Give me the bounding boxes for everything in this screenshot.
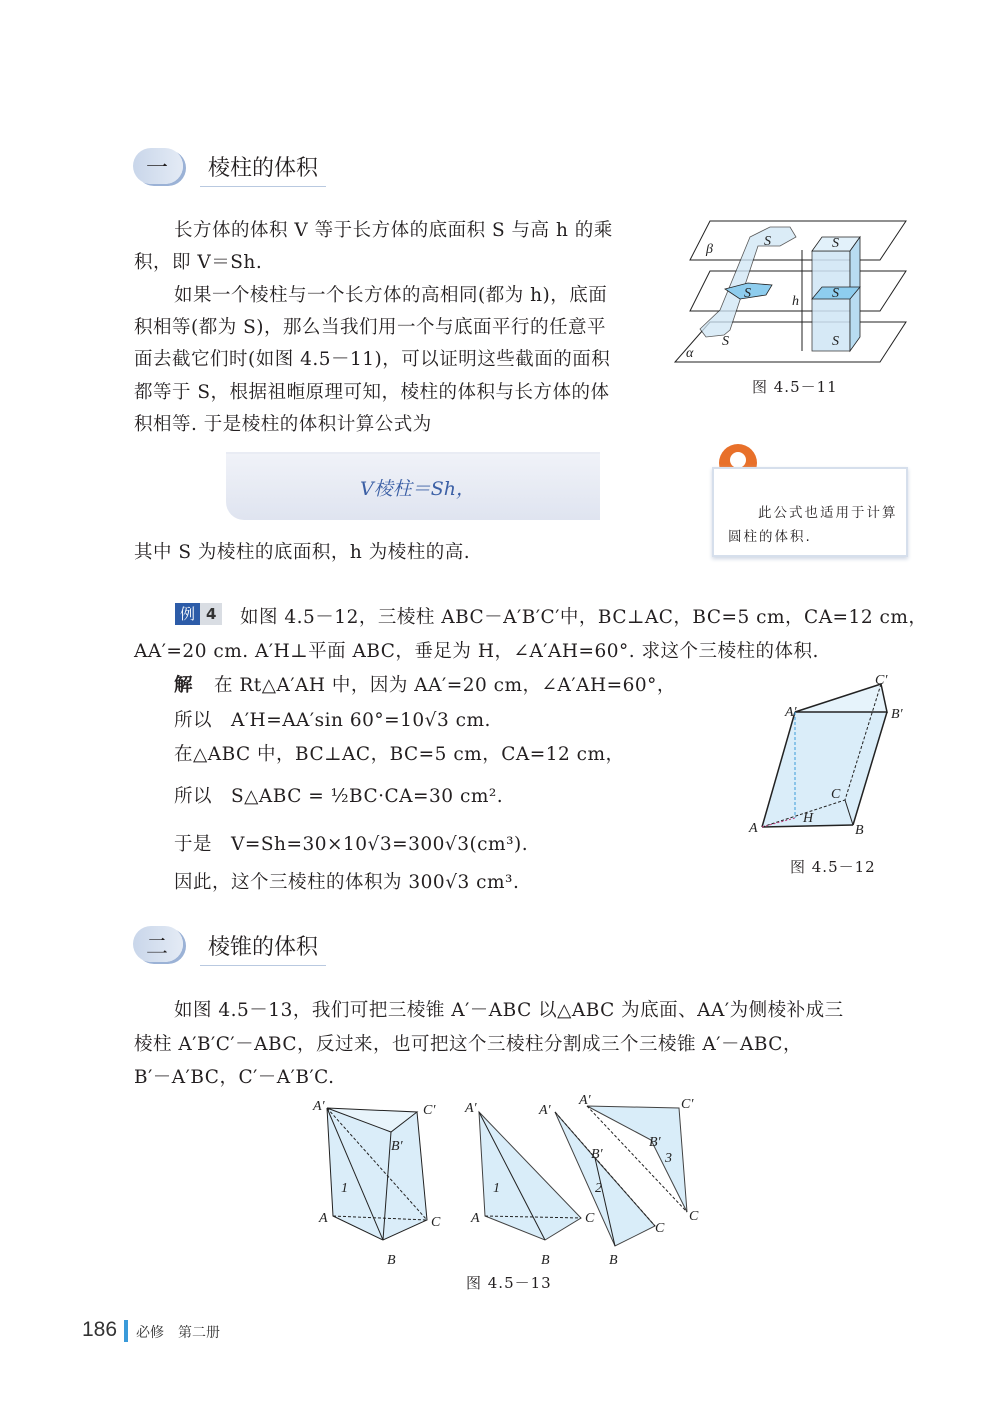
plane-alpha-label: α — [686, 346, 694, 361]
formula-box — [226, 452, 600, 520]
area-label: S — [832, 334, 839, 349]
section-title: 棱柱的体积 — [200, 151, 326, 187]
tip-line: 此公式也适用于计算 — [758, 505, 898, 521]
vertex-label: C — [689, 1209, 699, 1224]
area-label: S — [832, 236, 839, 251]
example-badge: 例 4 — [175, 603, 222, 625]
vertex-label: A — [749, 821, 758, 836]
vertex-label: C — [585, 1211, 595, 1226]
vertex-label: C — [831, 787, 841, 802]
paragraph-line: 积，即 V＝Sh. — [134, 252, 263, 273]
vertex-label: C — [655, 1221, 665, 1236]
figure-4-5-11 — [670, 215, 920, 375]
vertex-label: A′ — [465, 1101, 477, 1116]
paragraph-line: 棱柱 A′B′C′－ABC，反过来，也可把这个三棱柱分割成三个三棱锥 A′－ABC， — [134, 1034, 802, 1055]
paragraph-line: 长方体的体积 V 等于长方体的底面积 S 与高 h 的乘 — [174, 220, 613, 241]
vertex-label: B — [541, 1253, 550, 1268]
vertex-label: A′ — [579, 1093, 591, 1108]
area-label: S — [722, 334, 729, 349]
footer-divider — [124, 1320, 128, 1342]
piece-number: 1 — [341, 1181, 348, 1196]
vertex-label: A — [471, 1211, 480, 1226]
vertex-label: C — [431, 1215, 441, 1230]
prism-volume-formula: V棱柱＝Sh， — [360, 478, 475, 500]
area-label: S — [832, 286, 839, 301]
piece-number: 1 — [493, 1181, 500, 1196]
book-title: 必修 第二册 — [136, 1325, 220, 1341]
solution-line: 于是 V=Sh=30×10√3=300√3(cm³). — [174, 834, 529, 855]
vertex-label: A′ — [785, 705, 797, 720]
piece-number: 3 — [665, 1151, 672, 1166]
vertex-label: B — [855, 823, 864, 838]
example-line: 如图 4.5－12，三棱柱 ABC－A′B′C′中，BC⊥AC，BC=5 cm，CA=12 cm， — [240, 607, 928, 628]
paragraph-line: 如果一个棱柱与一个长方体的高相同(都为 h)，底面 — [174, 285, 608, 306]
figure-caption: 图 4.5－12 — [790, 858, 876, 876]
vertex-label: A′ — [539, 1103, 551, 1118]
vertex-label: A′ — [313, 1099, 325, 1114]
vertex-label: B — [387, 1253, 396, 1268]
figure-caption: 图 4.5－11 — [752, 378, 838, 396]
section-title: 棱锥的体积 — [200, 930, 326, 966]
figure-4-5-13 — [305, 1090, 725, 1270]
solution-line: 所以 S△ABC = ½BC·CA=30 cm². — [174, 786, 504, 807]
vertex-label: C′ — [423, 1103, 436, 1118]
vertex-label: C′ — [875, 673, 888, 688]
vertex-label: B′ — [591, 1147, 603, 1162]
paragraph-line: 都等于 S，根据祖暅原理可知，棱柱的体积与长方体的体 — [134, 382, 610, 403]
paragraph-line: 面去截它们时(如图 4.5－11)，可以证明这些截面的面积 — [134, 349, 611, 370]
vertex-label: B′ — [649, 1135, 661, 1150]
solution-line: 在△ABC 中，BC⊥AC，BC=5 cm，CA=12 cm， — [174, 744, 625, 765]
vertex-label: C′ — [681, 1097, 694, 1112]
vertex-label: B′ — [891, 707, 903, 722]
formula-explanation: 其中 S 为棱柱的底面积，h 为棱柱的高. — [134, 542, 471, 563]
paragraph-line: 如图 4.5－13，我们可把三棱锥 A′－ABC 以△ABC 为底面、AA′为侧棱补成三 — [174, 1000, 844, 1021]
vertex-label: A — [319, 1211, 328, 1226]
vertex-label: B′ — [391, 1139, 403, 1154]
section-number: 一 — [146, 156, 169, 181]
height-label: h — [792, 294, 799, 309]
tip-box — [712, 467, 908, 557]
section-number: 二 — [146, 935, 169, 960]
page-number: 186 — [82, 1318, 118, 1341]
piece-number: 2 — [595, 1181, 602, 1196]
paragraph-line: 积相等. 于是棱柱的体积计算公式为 — [134, 414, 432, 435]
solution-line: 在 Rt△A′AH 中，因为 AA′=20 cm，∠A′AH=60°， — [214, 675, 676, 696]
solution-line: 所以 A′H=AA′sin 60°=10√3 cm. — [174, 710, 491, 731]
solution-line: 因此，这个三棱柱的体积为 300√3 cm³. — [174, 872, 520, 893]
paragraph-line: 积相等(都为 S)，那么当我们用一个与底面平行的任意平 — [134, 317, 606, 338]
paragraph-line: B′－A′BC，C′－A′B′C. — [134, 1067, 335, 1088]
figure-caption: 图 4.5－13 — [466, 1274, 552, 1292]
example-line: AA′=20 cm. A′H⊥平面 ABC，垂足为 H，∠A′AH=60°. 求这个三棱柱的体积. — [134, 641, 819, 662]
solution-label: 解 — [174, 675, 194, 696]
plane-beta-label: β — [706, 242, 713, 257]
figure-4-5-12 — [745, 670, 915, 840]
foot-label: H — [803, 811, 814, 826]
tip-line: 圆柱的体积. — [728, 529, 812, 545]
area-label: S — [744, 286, 751, 301]
area-label: S — [764, 234, 771, 249]
vertex-label: B — [609, 1253, 618, 1268]
